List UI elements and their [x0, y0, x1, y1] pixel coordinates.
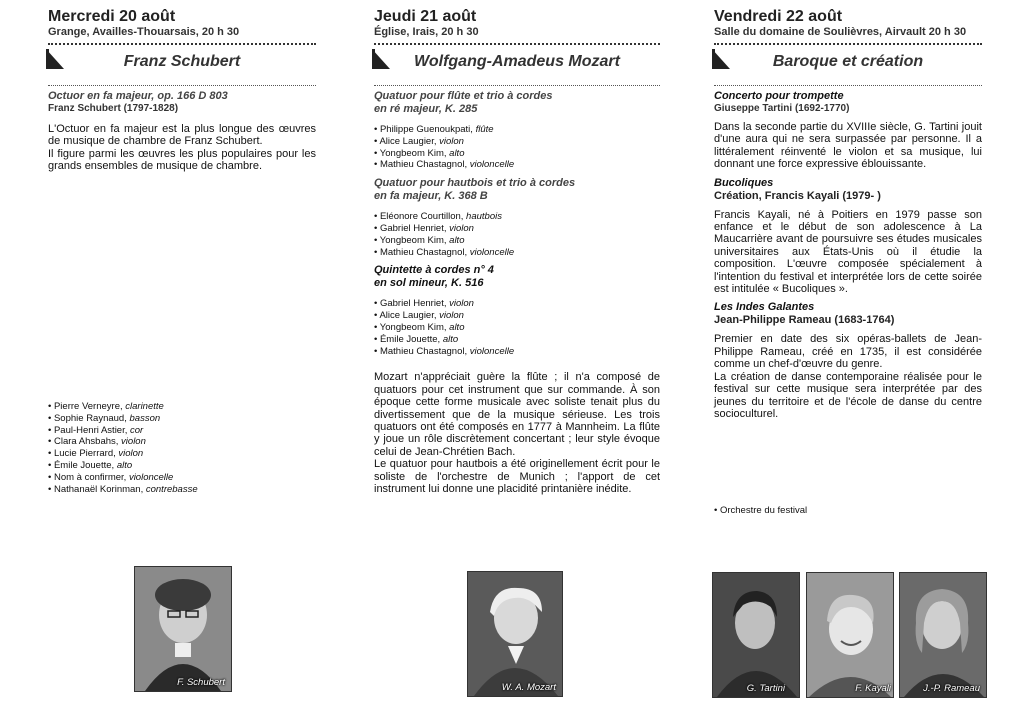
work-title: Octuor en fa majeur, op. 166 D 803 [48, 90, 228, 102]
concert-venue: Grange, Availles-Thouarsais, 20 h 30 [48, 26, 240, 38]
program-banner [714, 45, 982, 81]
performer-instrument: violoncelle [469, 159, 515, 171]
performer-list [374, 124, 660, 171]
performer-instrument: violon [439, 310, 464, 322]
performer-name: Clara Ahsbahs, [53, 436, 122, 448]
portrait-tartini [712, 572, 800, 698]
performer-name: Alice Laugier, [379, 135, 440, 147]
performer-name: Eléonore Courtillon, [379, 211, 467, 223]
performer-instrument: contrebasse [145, 483, 198, 495]
work-title-line: Quatuor pour flûte et trio à cordes [374, 90, 553, 102]
portrait-caption: W. A. Mozart [501, 682, 556, 693]
performer-instrument: clarinette [125, 401, 164, 412]
performer-item [374, 334, 660, 346]
work-title: Concerto pour trompette [714, 90, 844, 102]
performer-item [374, 223, 660, 235]
concert-date: Jeudi 21 août [374, 8, 477, 25]
performer-instrument: violon [449, 298, 474, 310]
work-title [374, 90, 660, 116]
performer-name: Philippe Guenoukpati, [379, 124, 476, 135]
work-title [374, 264, 660, 290]
performer-item [48, 484, 198, 496]
portrait-caption: F. Kayali [855, 683, 891, 694]
performer-item [374, 247, 660, 259]
portrait-schubert [134, 566, 232, 692]
work-description: Il figure parmi les œuvres les plus populaires pour les grands ensembles de musique de chambre. [48, 147, 316, 173]
performer-name: Mathieu Chastagnol, [379, 159, 470, 171]
performer-list [48, 401, 198, 495]
performer-instrument: flûte [475, 124, 494, 135]
performer-item [374, 136, 660, 148]
performer-instrument: alto [116, 459, 133, 471]
portrait-kayali [806, 572, 894, 698]
performer-name: Nathanaël Korinman, [53, 483, 146, 495]
portrait-mozart [467, 571, 563, 697]
program-title: Franz Schubert [123, 53, 241, 70]
performer-item [374, 346, 660, 358]
performer-instrument: violon [439, 135, 464, 147]
performer-item [374, 298, 660, 310]
work-title-line: en ré majeur, K. 285 [374, 103, 478, 115]
performer-name: Nom à confirmer, [53, 471, 129, 483]
performer-instrument: violon [118, 448, 144, 460]
performer-item [374, 211, 660, 223]
performer-item [48, 413, 198, 425]
work-title-line: en sol mineur, K. 516 [374, 277, 484, 290]
performer-name: Lucie Pierrard, [53, 448, 119, 460]
performer-name: Yongbeom Kim, [379, 234, 450, 246]
work-title [374, 177, 660, 203]
performer-name: Alice Laugier, [379, 310, 440, 322]
work-description: Dans la seconde partie du XVIIIe siècle, G. Tartini jouit d'une aura qui ne sera surpassée par personne. Il a littéralement réinventé le violon et sa musique, lui donnant une force expressive éblouissante. [714, 121, 982, 171]
work-description: Mozart n'appréciait guère la flûte ; il n'a composé de quatuors pour cet instrument que sur commande. À son époque cette forme musicale avec soliste tenait plus du divertissement que de la musique sérieuse. Les trois quatuors ont été composés en 1777 à Mannheim. La flûte y joue un rôle discrètement concertant ; leur style évoque celui de Jean-Chrétien Bach. [374, 371, 660, 458]
performer-instrument: basson [129, 412, 161, 424]
performer-instrument: alto [449, 321, 465, 333]
performer-name: Gabriel Henriet, [379, 222, 450, 234]
work-title: Les Indes Galantes [714, 301, 815, 314]
banner-triangle-icon [46, 49, 64, 69]
performer-name: Mathieu Chastagnol, [379, 345, 470, 357]
separator [48, 85, 316, 86]
concert-venue: Salle du domaine de Soulièvres, Airvault 20 h 30 [714, 26, 967, 38]
performer-instrument: violon [449, 222, 474, 234]
portrait-rameau [899, 572, 987, 698]
portrait-caption: G. Tartini [746, 683, 785, 694]
performer-name: Mathieu Chastagnol, [379, 246, 470, 258]
performer-instrument: alto [442, 333, 459, 345]
performer-item [48, 472, 198, 484]
work-title-line: Quintette à cordes n° 4 [374, 264, 494, 277]
separator [714, 85, 982, 86]
performer-list [714, 505, 807, 517]
composer-name: Giuseppe Tartini (1692-1770) [714, 103, 850, 114]
performer-name: Orchestre du festival [719, 505, 808, 516]
banner-triangle-icon [712, 49, 730, 69]
performer-name: Gabriel Henriet, [379, 298, 450, 310]
performer-item [48, 448, 198, 460]
portrait-caption: J.-P. Rameau [923, 683, 980, 694]
banner-triangle-icon [372, 49, 390, 69]
performer-instrument: alto [449, 234, 465, 246]
concert-date: Vendredi 22 août [714, 8, 843, 25]
performer-instrument: violon [121, 436, 146, 448]
portrait-caption: F. Schubert [177, 677, 225, 688]
performer-item [714, 505, 807, 517]
performer-name: Pierre Verneyre, [53, 401, 126, 412]
performer-item [374, 235, 660, 247]
performer-instrument: violoncelle [128, 471, 174, 483]
performer-name: Émile Jouette, [379, 333, 443, 345]
work-title-line: Quatuor pour hautbois et trio à cordes [374, 177, 576, 190]
performer-item [374, 124, 660, 136]
performer-name: Émile Jouette, [53, 459, 117, 471]
performer-instrument: cor [130, 424, 144, 436]
performer-instrument: alto [449, 147, 465, 159]
composer-name: Création, Francis Kayali (1979- ) [714, 189, 881, 202]
work-description: La création de danse contemporaine réalisée pour le festival sur cette musique sera interprétée par des jeunes du territoire et de l'école de danse du centre socioculturel. [714, 370, 982, 420]
performer-item [374, 322, 660, 334]
performer-instrument: violoncelle [469, 246, 515, 258]
work-title-line: en fa majeur, K. 368 B [374, 190, 488, 203]
performer-item [48, 436, 198, 448]
separator [374, 85, 660, 86]
concert-venue: Église, Irais, 20 h 30 [374, 26, 479, 38]
performer-list [374, 298, 660, 357]
program-banner [374, 45, 660, 81]
performer-instrument: hautbois [466, 211, 502, 223]
composer-name: Jean-Philippe Rameau (1683-1764) [714, 314, 895, 327]
work-title: Bucoliques [714, 176, 774, 189]
performer-instrument: violoncelle [469, 345, 515, 357]
work-description: Premier en date des six opéras-ballets de Jean-Philippe Rameau, créé en 1735, il est considérée comme un chef-d'œuvre du genre. [714, 333, 982, 371]
performer-item [374, 159, 660, 171]
performer-item [48, 460, 198, 472]
work-description: Francis Kayali, né à Poitiers en 1979 passe son enfance et le début de son adolescence à La Maucarrière avant de poursuivre ses études musicales universitaires aux États-Unis où il étudie la composition. L'œuvre composée spécialement à l'intention du festival et interprétée lors de cette soirée est intitulée « Bucoliques ». [714, 208, 982, 296]
performer-item [48, 425, 198, 437]
work-description: L'Octuor en fa majeur est la plus longue des œuvres de musique de chambre de Franz Schubert. [48, 123, 316, 148]
program-title: Baroque et création [772, 53, 924, 70]
performer-item [374, 148, 660, 160]
performer-name: Paul-Henri Astier, [53, 424, 131, 436]
program-banner [48, 45, 316, 81]
performer-name: Yongbeom Kim, [379, 321, 450, 333]
composer-name: Franz Schubert (1797-1828) [48, 103, 179, 114]
work-description: Le quatuor pour hautbois a été originellement écrit pour le soliste de l'orchestre de Munich ; l'apport de cet instrument lui donne une placidité printanière inédite. [374, 458, 660, 496]
performer-item [48, 401, 198, 413]
program-title: Wolfgang-Amadeus Mozart [414, 53, 620, 70]
performer-name: Yongbeom Kim, [379, 147, 450, 159]
concert-date: Mercredi 20 août [48, 8, 176, 25]
performer-name: Sophie Raynaud, [53, 412, 130, 424]
performer-item [374, 310, 660, 322]
performer-list [374, 211, 660, 258]
